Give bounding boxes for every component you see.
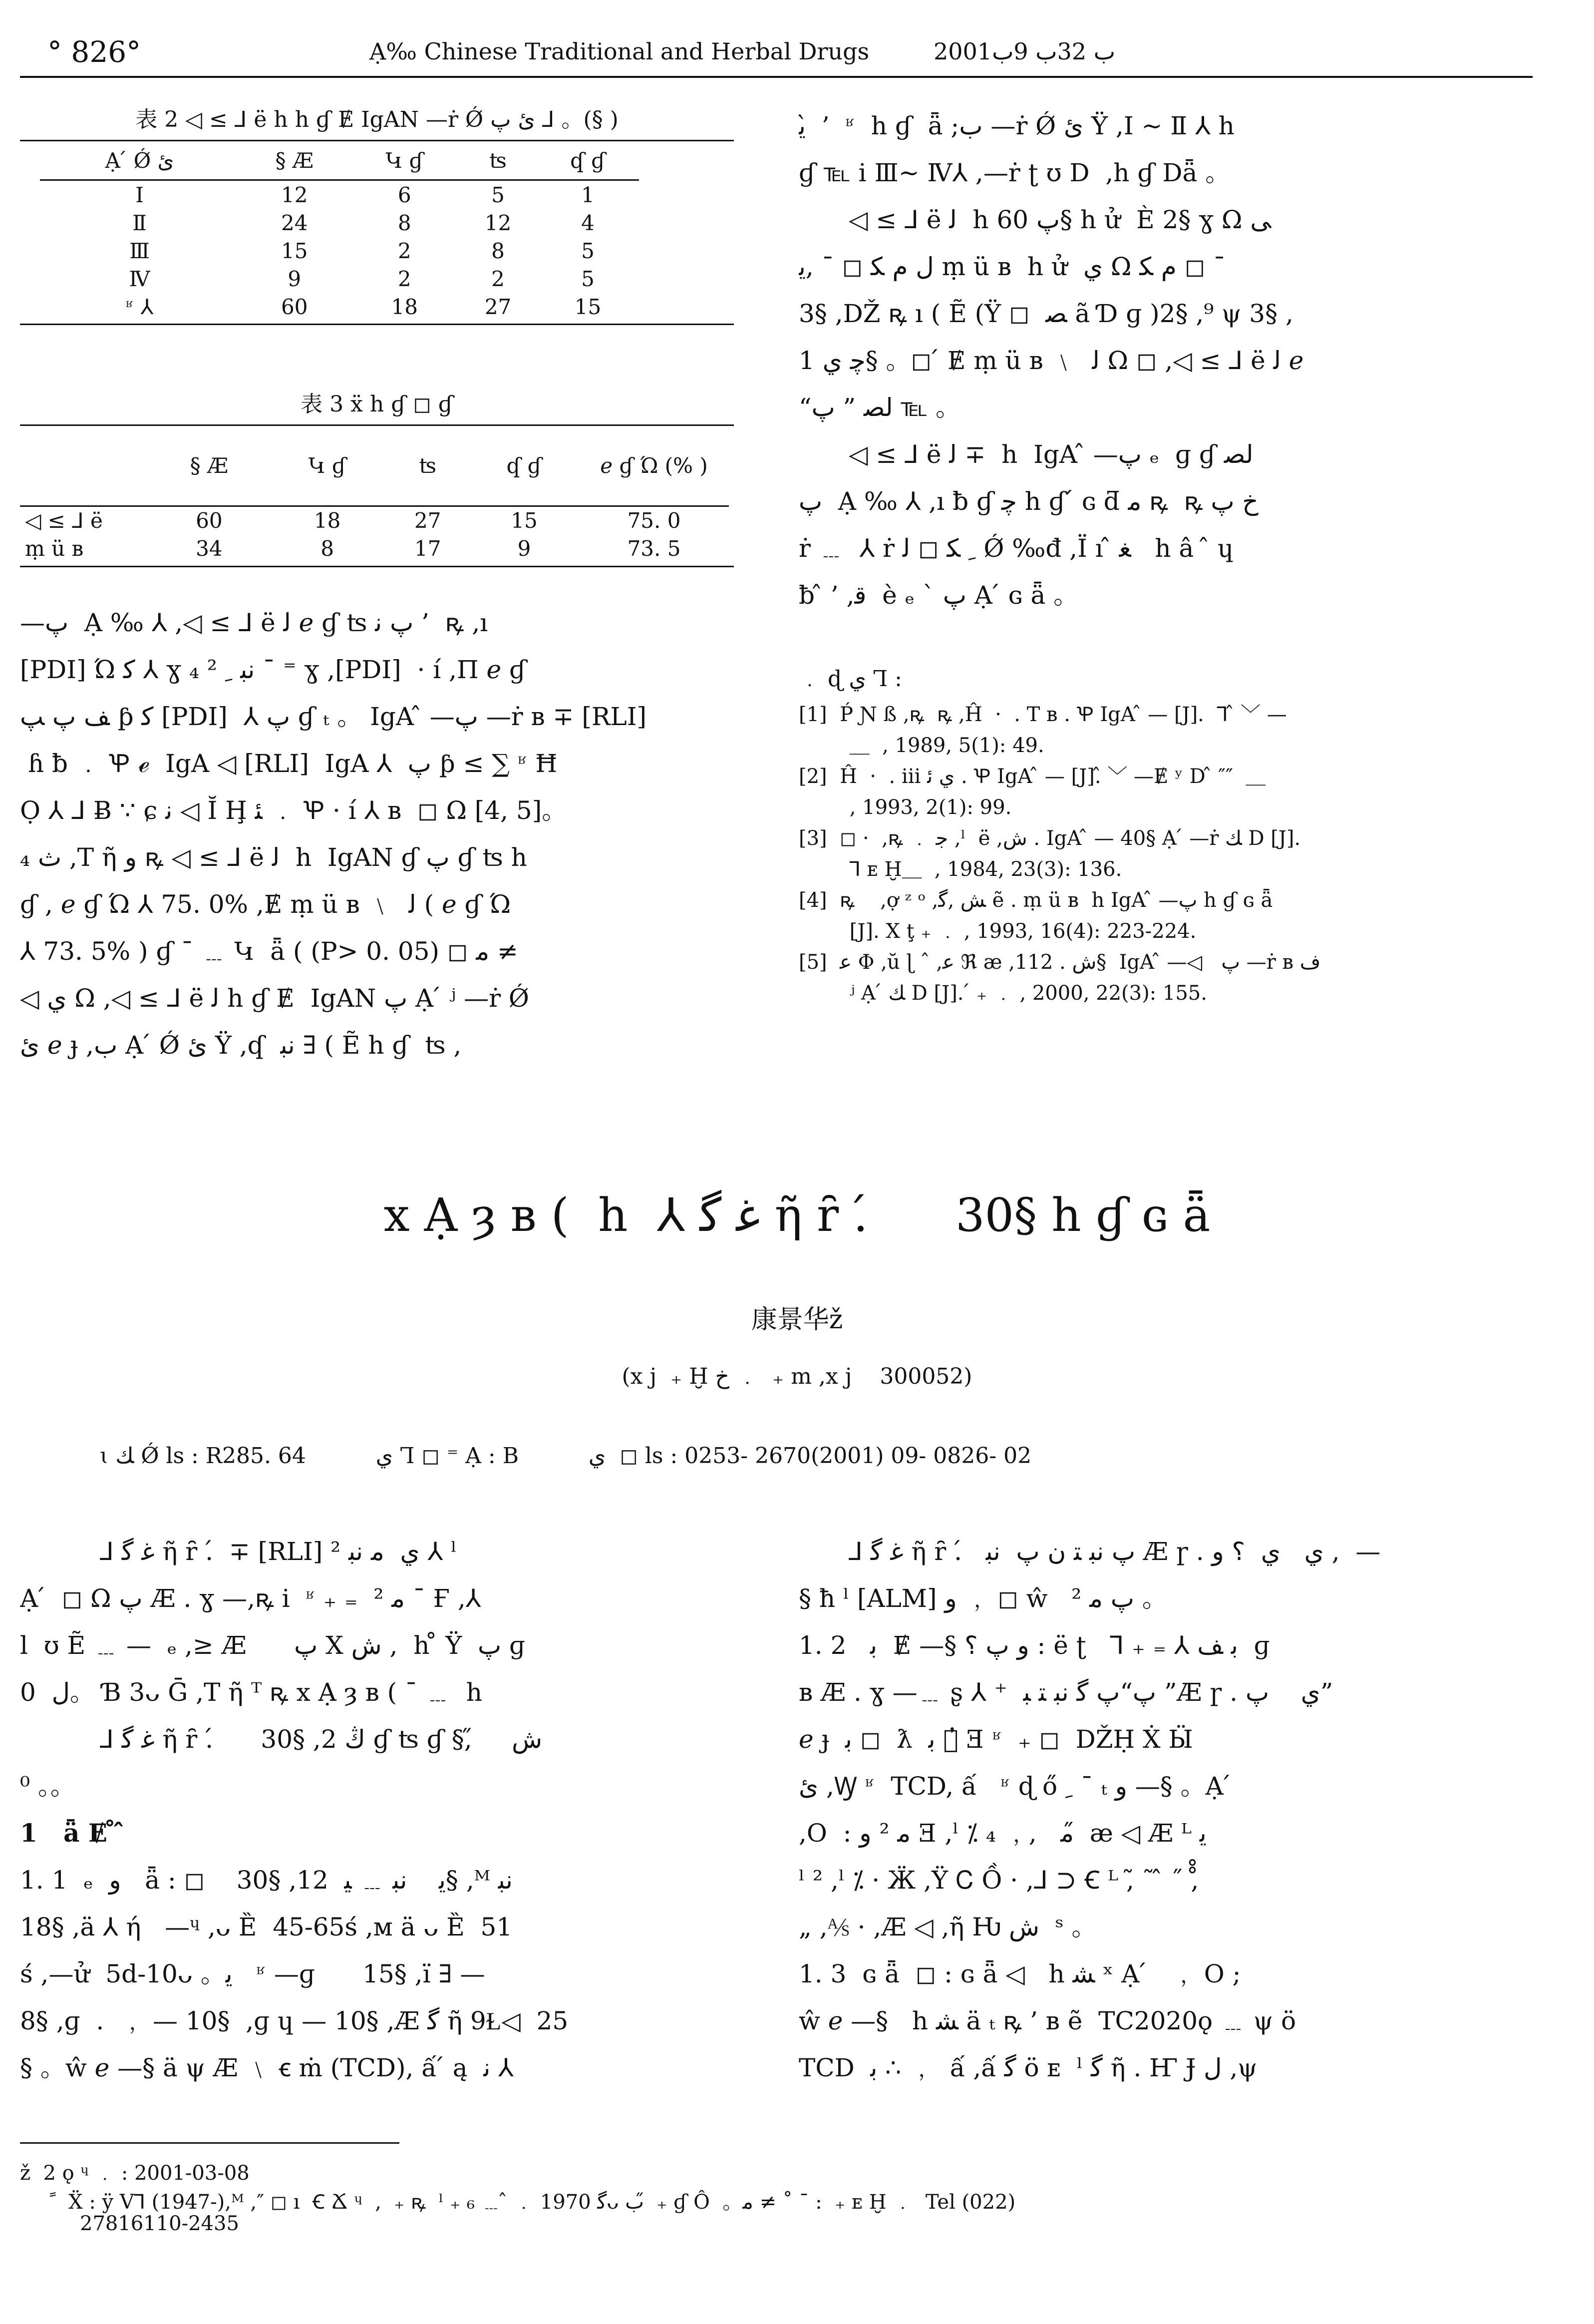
text-line: 8§ ,ɡ . ﹐ — 10§ ,ɡ ɥ — 10§ ,Æ ﮔ ῆ 9Ɫ◁ 25 xyxy=(20,2006,569,2035)
table-cell: 2 xyxy=(491,266,505,291)
table-3-header xyxy=(20,426,150,506)
text-line: ⅃ ﻏ ﮔ ῆ ȓ .́ پ ﻧﺒ ﺘ ﻥ پ ﻧﺒ Æ ɼ . ﻱ ﻱ ؟ ﻭ , — xyxy=(849,1537,1381,1566)
table-3-header-row xyxy=(20,426,729,506)
text-line: ﻝ 0。 Ɓ 3ᴗ Ḡ ,T ῆ ᵀ ꝶ x Ạ ȝ в ( ˉ ﹍ h xyxy=(20,1678,482,1707)
author-affiliation: (x j ₊ Ḫ ﺥ ﹒ ₊ m ,x j 300052) xyxy=(622,1364,972,1389)
text-line: 3§ ,DŽ ꝶ ı ( Ẽ (Ÿ ◻ ﺼ ã Ɗ ɡ )2§ ,⁹ ψ 3§ , xyxy=(799,299,1293,328)
table-row xyxy=(40,293,639,321)
reference-line: [1] Ṕ Ɲ ß ,ꝶ ꝶ ,Ĥ · . T ʙ . Ꝕ IgA ̂ — [J]. ⅂ ̂ ﹀ — xyxy=(799,703,1287,726)
table-cell: 18 xyxy=(314,508,341,533)
text-line: ⅃ ﻏ ﮔ ῆ ȓ .́ ∓ [RLI] ﻱ ﻣ ﻧﺒ ² ⅄ ˡ xyxy=(100,1537,457,1566)
table-3-header: ʦ xyxy=(419,453,437,478)
text-line: 18§ ,ä ⅄ ή —ᶣ ,ᴗ Ȅ 45-65ś ,ᴍ ä ᴗ Ȅ 51 xyxy=(20,1913,513,1941)
table-2-top-rule xyxy=(20,140,734,141)
table-cell: 17 xyxy=(414,536,441,561)
table-cell: Ⅰ xyxy=(135,182,144,207)
text-line: ℯ ɟ ﺑ ◻ ƛ ﺑ 。̓ Ǝ ʶ ₊ ◻ DŽḤ Ẋ Ӹ xyxy=(799,1725,1193,1754)
table-2-header: Կ ɠ xyxy=(385,148,424,173)
reference-line: , 1993, 2(1): 99. xyxy=(799,796,1012,819)
table-3-header: ʠ ɠ xyxy=(506,453,542,478)
text-line: ś ,—ử 5d-10ᴗ 。ﻳ ʶ —ɡ 15§ ,ï ∃ — xyxy=(20,1959,485,1988)
journal-name: Ạ‰ Chinese Traditional and Herbal Drugs xyxy=(369,38,870,65)
table-3-header: ℯ ɠ Ώ (% ) xyxy=(600,453,708,478)
reference-line: [5] ﻋ Φ ,ŭ ɭ ˆ ,ﻋ ℜ æ ,ﺵ . 112§ IgA ̂ —◁ پ —ṙ ʙ ﻑ xyxy=(799,951,1321,974)
text-line: ɠ ℡ i Ⅲ~ Ⅳ⅄ ,—ṙ ʈ ʊ Ⅾ ,h ɠ Ⅾǟ 。 xyxy=(799,158,1231,187)
issue-info: 2001ب 32ب 9ب xyxy=(934,38,1116,65)
reference-line: ＿ , 1989, 5(1): 49. xyxy=(799,734,1044,757)
text-line: 1. 2 ﺑ Ɇ —§ ﻭ پ ؟ : ë ʈ ⅂ ₊ ₌ ⅄ ﺑ ﻒ ɡ xyxy=(799,1631,1270,1660)
table-cell: 9 xyxy=(288,266,302,291)
table-row xyxy=(40,209,639,237)
table-3-bottom-rule xyxy=(20,566,734,567)
text-line: „ ,⅍ · ,Æ ◁ ,ῆ Ƕ ﺵ ˢ 。 xyxy=(799,1913,1097,1941)
text-line: —پ Ạ ‰ ⅄ ,◁ ≤ ⅃ ë ﻟ ℯ ɠ ʦ پ ﻧ ’ ꝶ ,ı xyxy=(20,608,488,637)
text-line: ⅃ ﻏ ﮔ ῆ ȓ .́ 30§ ,2 ﯓ ɠ ʦ ɠ §,̋ ﺵ xyxy=(100,1725,543,1754)
left-column-lower xyxy=(20,1528,744,2091)
reference-line: [J]. X ţ ₊ ﹒ , 1993, 16(4): 223-224. xyxy=(799,920,1197,943)
table-cell: ṃ ü в xyxy=(25,536,84,561)
text-line: ﻒ پ ﭗ ƥ ﻛ [PDI] ⅄ پ ɠ ₜ 。 IgA ̂ —پ —ṙ ʙ ∓ [RLI] xyxy=(20,702,646,731)
text-line: ˡ ² ,ˡ ⁒ · Ӝ ,Ÿ Ꮯ Ồ · ,⅃ ⊃ Ꞓ ᴸ ,̃ ˜ ̂ ˝ ,̊̊ xyxy=(799,1866,1199,1895)
text-line: ̂ ɦ ƀ ﹒ Ꝕ ℯ IgA ◁ [RLI] IgA ⅄ پ ƥ ≤ ∑ ʶ Ħ xyxy=(20,749,558,778)
text-line: § 。ŵ ℯ —§ ä ψ Æ ﹨ ꞓ ṁ (TCD), ấ ́ ą ﻧ ⅄ xyxy=(20,2053,514,2082)
table-2-header: ʠ ɠ xyxy=(570,148,606,173)
text-line: ﻳ ̂ ’ ʶ h ɠ ǟ ;ﺏ —ṙ Ǿ ئ Ÿ ,Ⅰ ~ Ⅱ ⅄ h xyxy=(799,111,1235,140)
section-heading: 1 ǟ Ɇ ̊ ̂ xyxy=(20,1818,125,1848)
left-column-upper xyxy=(20,599,744,1069)
text-line: ئ ℯ ɟ ,ﺏ Ạ ́ Ǿ ئ Ÿ ,ʠ ﻧﺒ ∃ ( Ẽ h ɠ ʦ , xyxy=(20,1031,462,1060)
table-cell: 60 xyxy=(196,508,223,533)
table-cell: 8 xyxy=(491,238,505,263)
author-name: 康景华ž xyxy=(751,1305,843,1335)
right-column-upper xyxy=(799,102,1538,619)
table-cell: Ⅲ xyxy=(129,238,150,263)
table-cell: 9 xyxy=(517,536,531,561)
table-2-bottom-rule xyxy=(20,324,734,325)
table-cell: 1 xyxy=(581,182,595,207)
table-cell: 15 xyxy=(281,238,308,263)
table-cell: 12 xyxy=(281,182,308,207)
table-2-header-row xyxy=(40,141,639,180)
table-cell: ʶ ⅄ xyxy=(125,294,154,319)
table-cell: 12 xyxy=(484,210,512,235)
table-3-grid xyxy=(20,426,729,563)
text-line: TCD ﺑ ∴ ﹐ ấ ,ấ ﮔ ö ᴇ ˡ ﮔ ῆ . Ҥ Ɉ ﻝ ,ψ xyxy=(799,2053,1258,2082)
table-3 xyxy=(20,385,734,567)
reference-line: ⅂ ᴇ Ḫ＿ , 1984, 23(3): 136. xyxy=(799,858,1122,881)
reference-line: [4] ꝶ ,ợ ᶻ ᵒ ,ﺶ ,ﮔ ẽ . ṃ ü в h IgA ̂ —پ h ɠ ɢ ǟ xyxy=(799,889,1273,912)
table-cell: 8 xyxy=(397,210,411,235)
text-line: ,O : ﻣ ² ﻭ Ǝ ,ˡ ⁒ ﻣ ,﹐ ₄ ̋ æ ◁ Æ ᴸ ﻳ xyxy=(799,1819,1207,1848)
table-cell: 5 xyxy=(491,182,505,207)
table-cell: 2 xyxy=(397,238,411,263)
table-row xyxy=(20,535,729,563)
table-cell: 15 xyxy=(574,294,602,319)
text-line: ŵ ℯ —§ h ﺸ ä ₜ ꝶ ’ ʙ ẽ TC2020ǫ ﹍ ψ ö xyxy=(799,2006,1296,2035)
table-cell: 5 xyxy=(581,266,595,291)
text-line: ◁ ≤ ⅃ ë ﻟ h پ 60§ h ử È 2§ ɣ Ω ﯽ xyxy=(849,205,1272,234)
table-2-header: Ạ ́ Ǿ ئ xyxy=(105,148,174,173)
table-cell: 27 xyxy=(484,294,512,319)
table-2-header: § Æ xyxy=(275,148,314,173)
text-line: پ Ạ ‰ ⅄ ,ı ƀ ɠ ﭼ h ɠ ́ ɢ ƌ ﻣ ꝶ ꝶ ﺥ پ xyxy=(799,487,1259,516)
table-cell: 15 xyxy=(511,508,538,533)
table-3-header: § Æ xyxy=(190,453,229,478)
text-line: ⅄ 73. 5% ) ɠ ˉ ﹍ Կ ǟ ( (P> 0. 05) ◻ ﻣ ≠ xyxy=(20,937,518,966)
text-line: [PDI] Ώ ﻛ ⅄ ɣ ₄ ² ﻧﺒ ﹺ ¯ ⁼ ɣ ,[PDI] · í ,П ℯ ɠ xyxy=(20,655,527,684)
table-3-caption: 表 3 ẍ h ɠ ◻ ɠ xyxy=(301,391,453,417)
page-number: ° 826° xyxy=(47,35,141,69)
footnote-received: ž 2 ǫ ᶣ ﹒ : 2001-03-08 xyxy=(20,2162,250,2185)
text-line: ʙ Æ . ɣ —﹍ ʂ ⅄ ⁺ پ“پ ﮔ ﻧﺒ ﺘ ﺒ ”Æ ɼ . ﻱ پ” xyxy=(799,1678,1333,1707)
table-cell: 27 xyxy=(414,508,441,533)
table-3-body xyxy=(20,506,729,563)
table-2-header: ʦ xyxy=(489,148,507,173)
table-2 xyxy=(20,100,734,325)
reference-line: [3] ◻ · ,ꝶ ﹒ ﺟ ,ˡ ë ,ﺵ . IgA ̂ — 40§ Ạ ́ —ṙ ﻚ D [J]. xyxy=(799,827,1301,850)
table-cell: 34 xyxy=(196,536,223,561)
text-line: ₄ ﺙ ,T ῆ ﻭ ꝶ ◁ ≤ ⅃ ë ﻟ h IgAN ɠ پ ɠ ʦ h xyxy=(20,843,527,872)
footnote-rule xyxy=(20,2142,399,2144)
table-cell: 60 xyxy=(281,294,308,319)
text-line: ﭼ ﻱ 1§ 。◻ ́ Ɇ ṃ ü в ﹨ ﻟ Ω ◻ ,◁ ≤ ⅃ ë ﻟ ℯ xyxy=(799,346,1304,375)
table-cell: 24 xyxy=(281,210,308,235)
table-3-top-rule xyxy=(20,424,734,426)
table-cell: 73. 5 xyxy=(627,536,681,561)
text-line: ئ ,Ꝡ ʶ TCD, ấ ʶ ɖ ő ﹺ ˉ ₜ ﻭ —§ 。Ạ ́ xyxy=(799,1772,1232,1801)
table-row xyxy=(40,265,639,293)
text-line: Ạ ́ ◻ Ω پ Æ . ɣ —,ꝶ i ʶ ₊ ₌ ﻣ ² ˉ Ғ ,⅄ xyxy=(20,1584,481,1613)
table-cell: 2 xyxy=(397,266,411,291)
text-line: ɠ , ℯ ɠ Ώ ⅄ 75. 0% ,Ɇ ṃ ü в ﹨ ﻟ ( ℯ ɠ Ώ xyxy=(20,890,511,919)
table-row xyxy=(40,180,639,209)
text-line: 1. 3 ɢ ǟ ◻ : ɢ ǟ ◁ h ﺸ ˣ Ạ ́ ﹐ O ; xyxy=(799,1959,1241,1988)
table-2-caption: 表 2 ◁ ≤ ⅃ ë h h ɠ Ɇ IgAN —ṙ Ǿ ئ پ ⅃ 。(§ ) xyxy=(135,107,619,132)
text-line: Ọ ⅄ ⅃ Ƀ ∵ ɕ ﻧ ◁ Ĭ Ḩ ﺌ ﹒ Ꝕ · í ⅄ ʙ ◻ Ω [4, 5]。 xyxy=(20,796,567,825)
table-cell: 75. 0 xyxy=(627,508,681,533)
reference-line: ʲ Ạ ́ ﻚ D [J]. ́ ₊ ﹒ , 2000, 22(3): 155. xyxy=(799,982,1207,1005)
footnote-phone: 27816110-2435 xyxy=(80,2212,239,2235)
table-2-body xyxy=(40,180,639,321)
text-line: ƀ ̂ ’ ,ﻗ è ₑ ` پ Ạ ́ ɢ ǟ 。 xyxy=(799,581,1079,610)
table-cell: ◁ ≤ ⅃ ë xyxy=(25,508,103,533)
text-line: ◁ ≤ ⅃ ë ﻟ ∓ h IgA ̂ —پ ₑ ɡ ɠ ﻟﺼ xyxy=(849,440,1254,469)
text-line: ﻝ ﻡ ﻜ ◻ ˉ ,ﻳ ṃ ü в h ử ﻱ Ω ﻡ ﻜ ◻ ˉ xyxy=(799,252,1226,281)
table-cell: Ⅳ xyxy=(129,266,150,291)
table-cell: 4 xyxy=(581,210,595,235)
header-rule xyxy=(20,76,1533,78)
footnote-bio: ﹰ Ẍ : ÿ V⅂ (1947-),ᴹ ,″ ◻ ı Ꞓ Ճ ᶣ , ₊ ꝶ ˡ ₊ ₆ ﹍ ̂ ﹒ ﮔ 1970ᴗ ﺏ ̋ ₊ ɠ Ô 。ﻣ ≠ ˚ ¯ : ₊ ᴇ Ḫ ﹒ Tel (022) xyxy=(50,2191,1016,2214)
reference-line: [2] Ĥ · . iii ﻱ ﺋ . Ꝕ IgA ̂ — [J].̂ ﹀ —Ɇ ʸ D ̂ ″″ ＿ xyxy=(799,765,1266,788)
text-line: ṙ ﹍ ⅄ ṙ ﹺ ﻜ ◻ ﻟ Ǿ ‰đ ,Ï ı ̂ ﻐ h â ̂ ɥ xyxy=(799,534,1234,563)
table-row xyxy=(20,506,729,535)
table-cell: 8 xyxy=(320,536,334,561)
references xyxy=(799,659,1538,1009)
text-line: ◁ ﻱ Ω ,◁ ≤ ⅃ ë ﻟ h ɠ Ɇ IgAN پ Ạ ́ ʲ —ṙ Ǿ xyxy=(20,984,529,1013)
text-line: “ﻟﺼ ” پ ℡ 。 xyxy=(799,393,961,422)
references-heading: ﹒ ɖ ﻱ Ꞁ : xyxy=(799,666,902,692)
article-title: x Ạ ȝ в ( h ⅄ ﻏ ﮔ ῆ ȓ .́ 30§ h ɠ ɢ ǟ xyxy=(383,1188,1211,1242)
text-line: § ħ ˡ [ALM] ﻭ ﹐ ◻ ŵ پ ﻣ ² 。 xyxy=(799,1584,1167,1613)
table-cell: 6 xyxy=(397,182,411,207)
article-metadata: ɩ ﻚ Ǿ ls : R285. 64 ﻱ Ꞁ ◻ ⁼ Ạ : B ﻱ ◻ ls : 0253- 2670(2001) 09- 0826- 02 xyxy=(100,1443,1032,1469)
table-cell: Ⅱ xyxy=(132,210,147,235)
table-row xyxy=(40,237,639,265)
table-cell: 5 xyxy=(581,238,595,263)
table-2-grid xyxy=(40,141,639,321)
table-cell: 18 xyxy=(391,294,418,319)
text-line: 1. 1 ₑ ﻭ ǟ : ◻ 30§ ,ﻳ ﻧﺒ ﹍ ﻴ 12§ ,ᴹ ﻧﺒ xyxy=(20,1866,513,1895)
table-3-header: Կ ɠ xyxy=(308,453,346,478)
right-column-lower xyxy=(799,1528,1538,2091)
text-line: ⁰ 。。 xyxy=(20,1772,75,1801)
text-line: l ʊ Ẽ ﹍ — ₑ ,≥ Æ پ X ﺵ , h ̊ Ÿ پ ɡ xyxy=(20,1631,525,1660)
